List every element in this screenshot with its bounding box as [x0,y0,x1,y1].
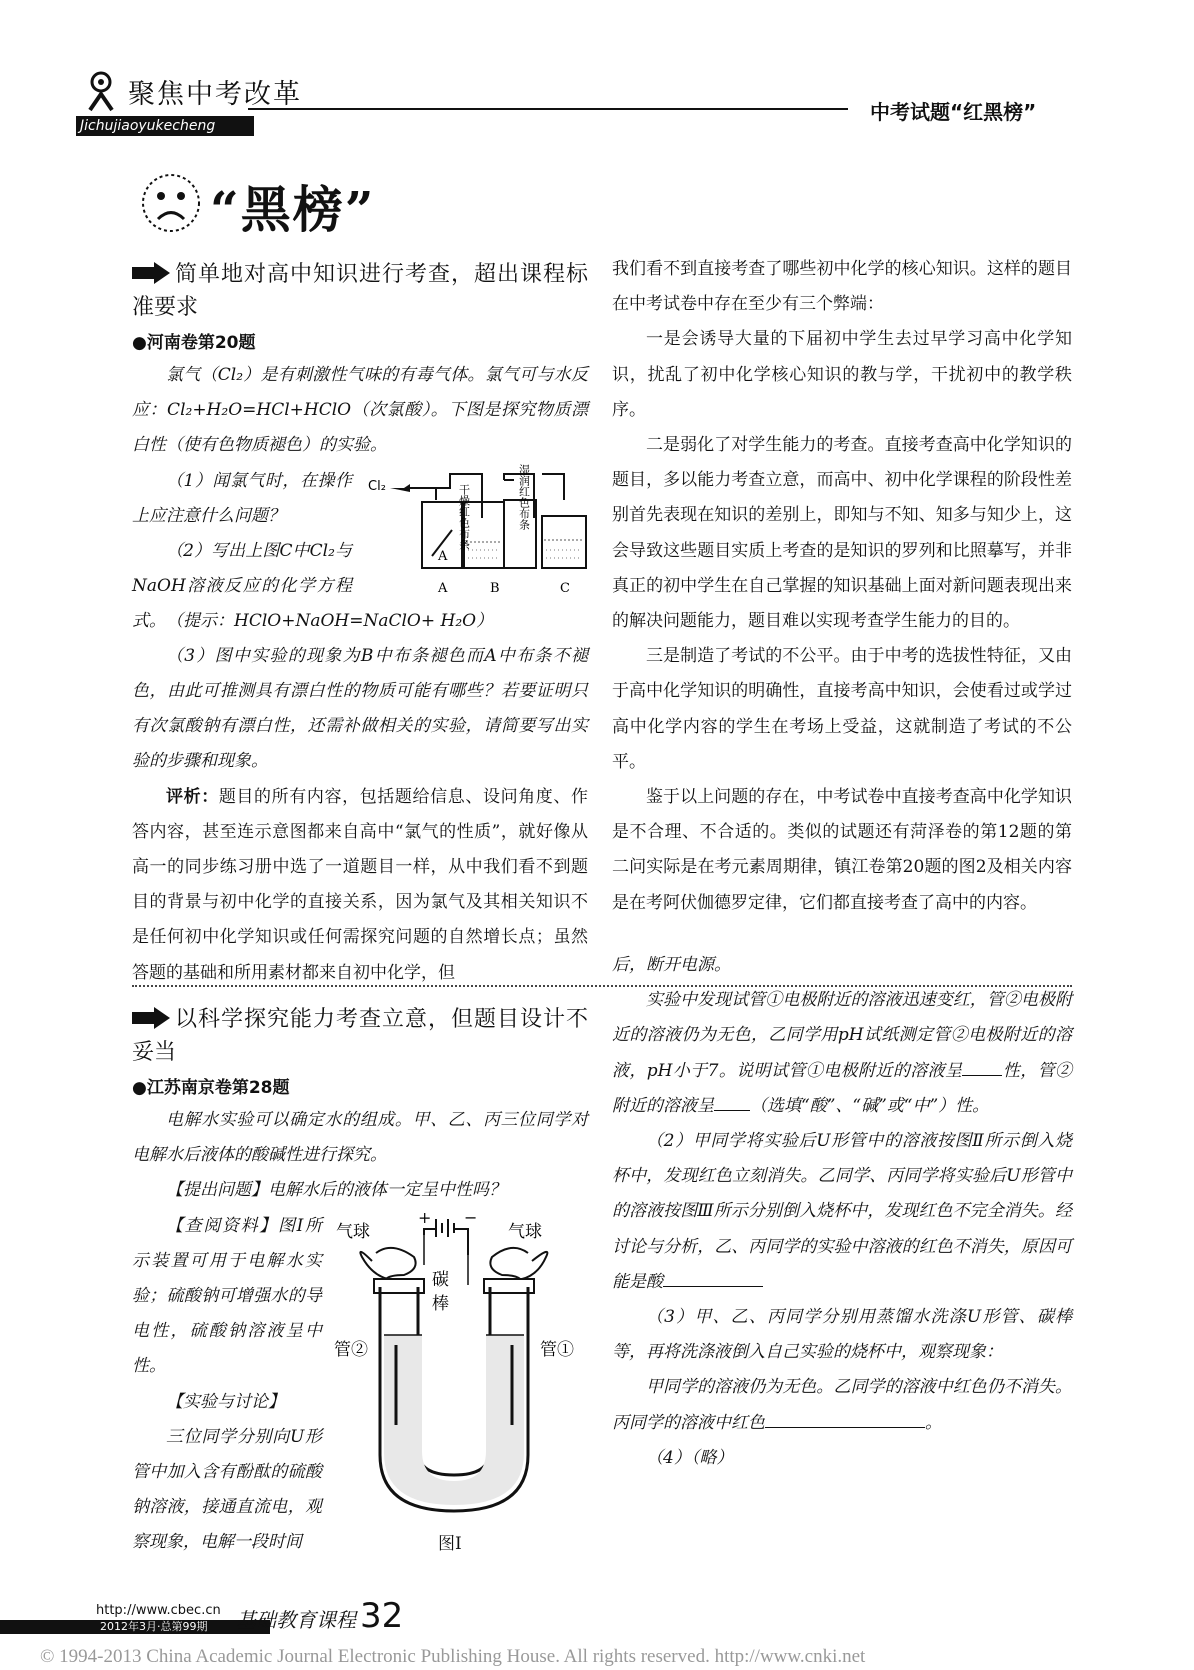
analysis-label: 评析： [166,786,219,807]
carbon-rod-label-1: 碳 [432,1269,449,1290]
section2-right-column [612,948,1072,1476]
footer-brand: 基础教育课程 [236,1608,356,1632]
section2-figure-block [132,1207,588,1554]
column-title: 中考试题“红黑榜” [870,100,1037,124]
label-c: C [560,580,570,596]
minus-label: − [464,1207,478,1227]
section2-right-p2 [612,983,1072,1124]
logo-text-bar: Jichujiaoyukecheng [76,116,254,136]
section2-heading [132,1003,588,1069]
section1-right-p2: 一是会诱导大量的下届初中学生去过早学习高中化学知识，扰乱了初中化学核心知识的教与学，干扰初中的教学秩序。 [612,329,1072,420]
plus-label: + [418,1207,432,1227]
section2-heading-text: 以科学探究能力考查立意，但题目设计不妥当 [132,1007,588,1065]
wet-cloth-tag: 湿润红色布条 [517,463,531,530]
balloon-right-label: 气球 [508,1221,542,1242]
footer-url: http://www.cbec.cn [96,1603,221,1618]
section1-heading [132,258,588,324]
tube2-label: 管② [334,1339,368,1360]
section2-right-p5 [612,1370,1072,1440]
tube1-label: 管① [540,1339,574,1360]
section2-left-column [132,1003,588,1554]
answer-blank-2[interactable] [714,1110,750,1111]
section2-exp: 三位同学分别向U形管中加入含有酚酞的硫酸钠溶液，接通直流电，观察现象，电解一段时间 [132,1426,322,1553]
p2-part-a: 实验中发现试管①电极附近的溶液迅速变红，管②电极附近的溶液仍为无色，乙同学用pH试纸测定管②电极附近的溶液，pH小于7。说明试管①电极附近的溶液呈 [612,990,1072,1081]
arrow-right-icon [132,1007,170,1029]
section2-right-p1: 后，断开电源。 [612,955,731,975]
dry-cloth-tag: 干燥红色布条 [457,483,471,550]
analysis-text: 题目的所有内容，包括题给信息、设问角度、作答内容，甚至连示意图都来自高中“氯气的性质”，就好像从高一的同步练习册中选了一道题目一样，从中我们看不到题目的背景与初中化学的直接关系，因为氯气及其相关知识不是任何初中化学知识或任何需探究问题的自然增长点；虽然答题的基础和所用素材都来自初中化学，但 [132,786,589,983]
cl2-label: Cl₂ [368,478,386,494]
section2-question-label: ●江苏南京卷第28题 [132,1078,290,1098]
section1-left-column [132,258,588,991]
section1-heading-text: 简单地对高中知识进行考查，超出课程标准要求 [132,262,588,320]
section1-analysis [132,780,588,991]
footer-issue-date: 2012年3月·总第99期 [100,1620,208,1633]
section2-exp-head: 【实验与讨论】 [166,1391,285,1412]
section2-right-p4: （3）甲、乙、丙同学分别用蒸馏水洗涤U形管、碳棒等，再将洗涤液倒入自己实验的烧杯中，观察现象： [612,1307,1072,1363]
chlorine-apparatus-diagram [364,460,588,604]
p5-part-b: 。 [925,1412,942,1433]
p3-text: （2）甲同学将实验后U形管中的溶液按图Ⅱ所示倒入烧杯中，发现红色立刻消失。乙同学、丙同学将实验后U形管中的溶液按图Ⅲ所示分别倒入烧杯中，发现红色不完全消失。经讨论与分析，乙、丙同学的实验中溶液的红色不消失，原因可能是酸 [612,1131,1072,1292]
sad-face-icon [140,172,202,234]
label-a-bottom: A [438,580,448,596]
section-title: 聚焦中考改革 [128,79,302,110]
section1-question2: （2）写出上图C中Cl₂与NaOH溶液反应的化学方程式。 [132,540,352,632]
section1-right-p5: 鉴于以上问题的存在，中考试卷中直接考查高中化学知识是不合理、不合适的。类似的试题还有菏泽卷的第12题的第二问实际是在考元素周期律，镇江卷第20题的图2及相关内容是在考阿伏伽德罗定律，它们都直接考查了高中的内容。 [612,787,1072,913]
section2-right-p6: （4）（略） [646,1447,734,1468]
section1-question-intro: 氯气（Cl₂）是有刺激性气味的有毒气体。氯气可与水反应：Cl₂+H₂O=HCl+HClO（次氯酸）。下图是探究物质漂白性（使有色物质褪色）的实验。 [132,365,588,456]
page-heading: “黑榜” [210,180,376,239]
section1-right-p3: 二是弱化了对学生能力的考查。直接考查高中化学知识的题目，多以能力考查立意，而高中、初中化学课程的阶段性差别首先表现在知识的差别上，即知与不知、知多与知少上，这会导致这些题目实质上考查的是知识的罗列和比照摹写，并非真正的初中学生在自己掌握的知识基础上面对新问题表现出来的解决问题能力，题目难以实现考查学生能力的目的。 [612,435,1072,632]
arrow-right-icon [132,262,170,284]
section1-question1: （1）闻氯气时，在操作上应注意什么问题？ [132,470,352,526]
answer-blank-1[interactable] [962,1075,1002,1076]
balloon-left-label: 气球 [336,1221,370,1242]
section2-ref: 【查阅资料】图Ⅰ所示装置可用于电解水实验；硫酸钠可增强水的导电性，硫酸钠溶液呈中性。 [132,1215,322,1377]
label-b: B [490,580,500,596]
section1-hint: （提示：HClO+NaOH=NaClO+ H₂O） [166,610,494,631]
carbon-rod-label-2: 棒 [432,1293,449,1314]
section1-question3: （3）图中实验的现象为B中布条褪色而A中布条不褪色，由此可推测具有漂白性的物质可能有哪些？若要证明只有次氯酸钠有漂白性，还需补做相关的实验，请简要写出实验的步骤和现象。 [132,645,588,772]
page-number: 32 [360,1596,404,1636]
section1-right-p4: 三是制造了考试的不公平。由于中考的选拔性特征，又由于高中化学知识的明确性，直接考高中知识，会使看过或学过高中化学内容的学生在考场上受益，这就制造了考试的不公平。 [612,646,1072,772]
header-rule [248,108,848,110]
section1-right-column [612,252,1072,921]
electrolysis-u-tube-diagram [332,1205,578,1525]
magazine-logo-icon [84,70,118,112]
label-a: A [438,548,448,564]
p2-part-c: （选填“酸”、“碱”或“中”）性。 [750,1095,990,1116]
figure1-caption: 图Ⅰ [438,1533,462,1554]
section2-ask: 【提出问题】电解水后的液体一定呈中性吗？ [166,1180,506,1201]
section2-right-p3 [612,1124,1072,1300]
answer-blank-4[interactable] [765,1427,925,1428]
answer-blank-3[interactable] [663,1286,763,1287]
p5-part-a: 甲同学的溶液仍为无色。乙同学的溶液中红色仍不消失。丙同学的溶液中红色 [612,1377,1072,1433]
section1-question-label: ●河南卷第20题 [132,333,256,353]
section2-intro: 电解水实验可以确定水的组成。甲、乙、丙三位同学对电解水后液体的酸碱性进行探究。 [132,1110,588,1166]
p2-part-b: 性，管②附近的溶液呈 [612,1060,1072,1116]
section1-right-p1: 我们看不到直接考查了哪些初中化学的核心知识。这样的题目在中考试卷中存在至少有三个弊端： [612,259,1072,315]
copyright-notice: © 1994-2013 China Academic Journal Electronic Publishing House. All rights reserved. http://www.cnki.net [40,1646,866,1667]
